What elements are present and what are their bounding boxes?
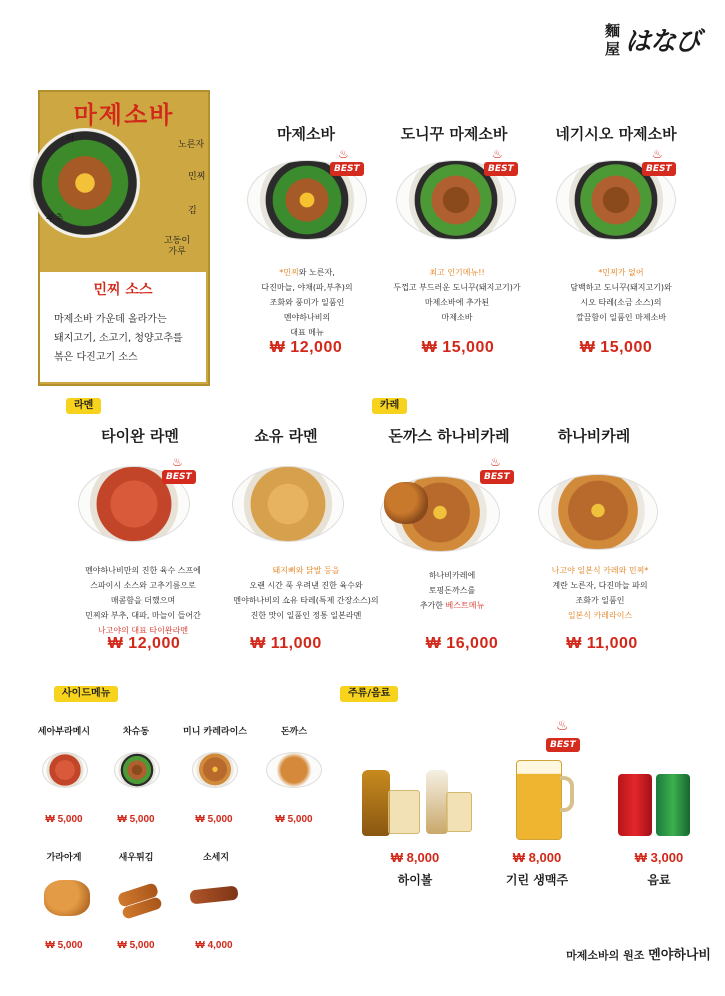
featured-title: 마제소바 [73,100,175,129]
side-name: 새우튀김 [118,853,154,863]
best-badge: BEST [162,470,196,484]
steam-icon: ♨ [556,718,570,734]
footer-text: 마제소바의 원조 [566,949,649,962]
side-price: ₩ 5,000 [195,814,233,825]
drink-image-beer-handle [560,776,574,812]
section-tag-side: 사이드메뉴 [54,686,118,702]
best-badge: BEST [642,162,676,176]
dish-price: ₩ 11,000 [566,635,638,652]
dish-image-hanabi-curry [538,474,658,550]
footer-slogan [526,948,711,964]
drink-image-highball [362,770,390,836]
side-name: 소세지 [202,853,230,863]
side-image [189,886,238,905]
desc-highlight: *민찌가 없어 [598,268,644,277]
desc-highlight: 나고야 일본식 카레와 민찌* [551,566,649,575]
side-image [192,752,238,788]
drink-name: 음료 [647,873,671,887]
dish-price: ₩ 12,000 [107,635,181,652]
dish-name: 쇼유 라멘 [254,427,318,445]
drink-image-highball [426,770,448,834]
drink-name: 기린 생맥주 [505,873,569,887]
side-price: ₩ 5,000 [45,814,83,825]
drink-image-cola [618,774,652,836]
side-price: ₩ 4,000 [195,940,233,951]
desc-text: 와 노른자, 다진마늘, 야채(파,부추)의 조화와 풍미가 일품인 멘야하나비의 대표 메뉴 [261,268,353,337]
drink-name: 하이볼 [397,873,433,887]
steam-icon: ♨ [652,147,664,161]
label-buchu: 부추 [46,214,64,224]
dish-name: 하나비카레 [557,427,631,445]
desc-text: 오랜 시간 푹 우려낸 진한 육수와 멘야하나비의 쇼유 타레(특제 간장소스)의 진한 맛이 일품인 정통 일본라멘 [233,581,379,620]
dish-name: 타이완 라멘 [101,427,179,445]
steam-icon: ♨ [492,147,504,161]
side-price: ₩ 5,000 [117,940,155,951]
dish-price: ₩ 12,000 [269,339,343,356]
desc-highlight: 베스트메뉴 [445,601,485,610]
desc-text: 두껍고 부드러운 도니꾸(돼지고기)가 마제소바에 추가된 마제소바 [393,283,521,322]
desc-text: 계란 노른자, 다진마늘 파의 조화가 일품인 [552,581,648,605]
side-image [42,752,88,788]
drink-image-beer [516,760,562,840]
drink-image-highball-glass [446,792,472,832]
side-image [44,880,90,916]
side-name: 돈까스 [280,727,308,737]
best-badge: BEST [546,738,580,752]
dish-description [218,563,394,623]
dish-price: ₩ 11,000 [250,635,322,652]
logo-kanji: 麵屋 [605,22,621,58]
side-name: 세아부라메시 [37,727,91,737]
dish-description [548,265,694,325]
dish-price: ₩ 15,000 [579,339,653,356]
side-name: 미니 카레라이스 [183,727,247,737]
drink-price: ₩ 8,000 [512,850,562,865]
desc-text: 하나비카레에 토핑돈까스를 추가한 [419,571,476,610]
dish-image-shoyu-ramen [232,466,344,542]
side-price: ₩ 5,000 [275,814,313,825]
side-price: ₩ 5,000 [45,940,83,951]
dish-name: 돈까스 하나비카레 [388,427,510,445]
dish-description [244,265,370,340]
drink-price: ₩ 3,000 [634,850,684,865]
best-badge: BEST [480,470,514,484]
desc-highlight: 일본식 카레라이스 [567,611,633,620]
footer-brand: 멘야하나비 [648,948,711,963]
steam-icon: ♨ [338,147,350,161]
side-name: 가라아게 [46,853,82,863]
section-tag-curry: 카레 [372,398,407,414]
desc-text: 담백하고 도니꾸(돼지고기)와 시오 타레(소금 소스)의 깔끔함이 일품인 마제소바 [570,283,672,322]
dish-description [392,568,512,613]
logo-script: はなび [625,27,701,57]
steam-icon: ♨ [490,455,502,469]
brand-logo [605,20,715,70]
label-minchi: 민찌 [188,172,206,182]
side-image [266,752,322,788]
label-noreunja: 노른자 [178,140,205,150]
drink-price: ₩ 8,000 [390,850,440,865]
dish-description [384,265,530,325]
side-image [114,752,160,788]
drink-image-highball-glass [388,790,420,834]
cutlet-image [384,482,428,524]
dish-price: ₩ 16,000 [425,635,499,652]
best-badge: BEST [484,162,518,176]
desc-highlight: *민찌 [279,268,299,277]
desc-highlight: 나고야의 대표 타이완라멘 [97,626,189,635]
dish-description [530,563,670,623]
steam-icon: ♨ [172,455,184,469]
label-gochugaru: 고동이 가루 [163,236,191,257]
dish-name: 네기시오 마제소바 [555,125,677,143]
label-pa: 파 [66,134,75,144]
dish-name: 마제소바 [277,125,335,143]
best-badge: BEST [330,162,364,176]
label-gim: 김 [188,206,197,216]
featured-subtitle: 민찌 소스 [93,282,153,298]
section-tag-ramen: 라멘 [66,398,101,414]
drink-image-sprite [656,774,690,836]
side-name: 차슈동 [122,727,150,737]
dish-name: 도니꾸 마제소바 [400,125,508,143]
side-price: ₩ 5,000 [117,814,155,825]
desc-highlight: 돼지뼈와 닭발 등을 [272,566,340,575]
dish-price: ₩ 15,000 [421,339,495,356]
featured-description: 마제소바 가운데 올라가는 돼지고기, 소고기, 청양고추를 볶은 다진고기 소스 [54,314,183,363]
section-tag-drinks: 주류/음료 [340,686,398,702]
desc-highlight: 최고 인기메뉴!! [429,268,485,277]
desc-text: 멘야하나비만의 진한 육수 스프에 스파이시 소스와 고추기름으로 매콤함을 더했으며 민찌와 부추, 대파, 마늘이 들어간 [85,566,201,620]
dish-description [60,563,226,638]
